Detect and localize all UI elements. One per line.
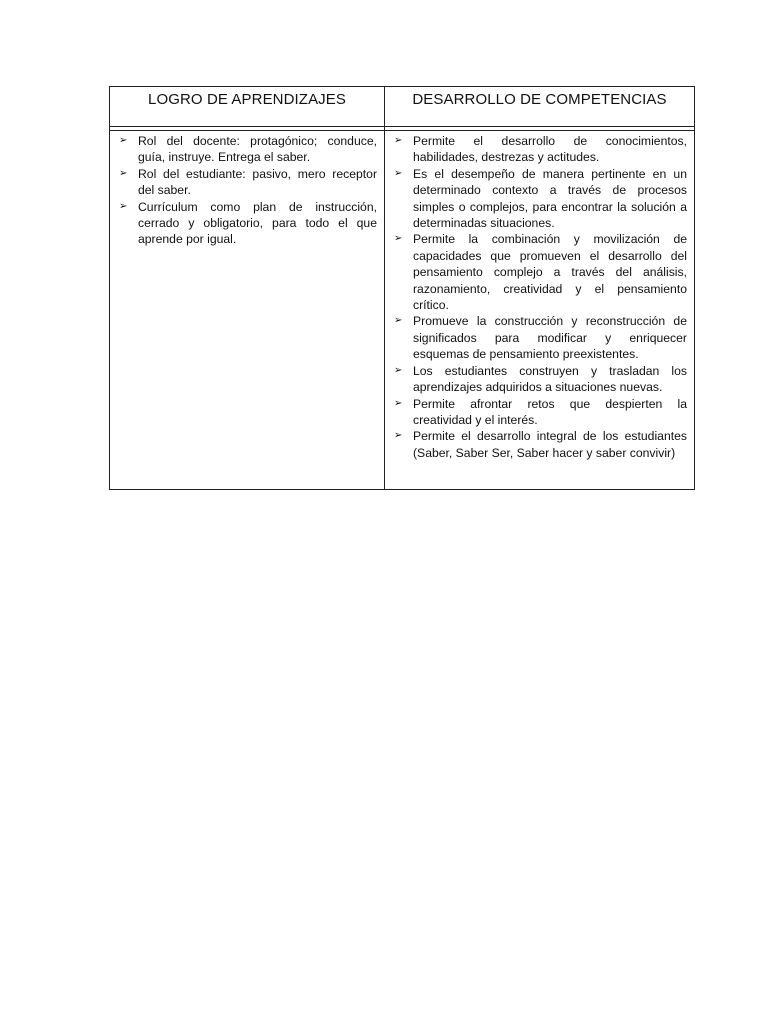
item-list — [385, 131, 694, 461]
arrow-bullet-icon: ➢ — [394, 233, 403, 245]
column-header: LOGRO DE APRENDIZAJES — [110, 87, 384, 127]
list-item-text: Los estudiantes construyen y trasladan los aprendizajes adquiridos a situaciones nuevas. — [413, 363, 687, 395]
list-item-text: Rol del docente: protagónico; conduce, guía, instruye. Entrega el saber. — [138, 134, 377, 165]
arrow-bullet-icon: ➢ — [119, 135, 128, 146]
list-item — [391, 363, 687, 396]
list-item-text: Currículum como plan de instrucción, cerrado y obligatorio, para todo el que aprende por igual. — [138, 199, 377, 247]
list-item — [391, 313, 687, 362]
list-item-text: Es el desempeño de manera pertinente en un determinado contexto a través de procesos simples o complejos, para encontrar la solución a determinadas situaciones. — [413, 166, 687, 231]
list-item-text: Promueve la construcción y reconstrucción de significados para modificar y enriquecer esquemas de pensamiento preexistentes. — [413, 314, 687, 362]
item-list — [110, 131, 384, 248]
list-item — [116, 199, 377, 248]
list-item-text: Rol del estudiante: pasivo, mero receptor del saber. — [138, 166, 377, 198]
arrow-bullet-icon: ➢ — [394, 430, 403, 442]
column-header: DESARROLLO DE COMPETENCIAS — [385, 87, 694, 127]
list-item — [391, 396, 687, 429]
arrow-bullet-icon: ➢ — [394, 364, 403, 376]
list-item-text: Permite el desarrollo de conocimientos, habilidades, destrezas y actitudes. — [413, 134, 687, 165]
comparison-table — [109, 86, 695, 490]
list-item — [391, 231, 687, 313]
list-item — [391, 428, 687, 461]
list-item — [116, 133, 377, 166]
list-item-text: Permite el desarrollo integral de los estudiantes (Saber, Saber Ser, Saber hacer y saber convivir) — [413, 429, 687, 460]
list-item-text: Permite la combinación y movilización de capacidades que promueven el desarrollo del pensamiento complejo a través del análisis, razonamiento, creatividad y el pensamiento crítico. — [413, 232, 687, 313]
list-item-text: Permite afrontar retos que despierten la creatividad y el interés. — [413, 396, 687, 427]
list-item — [116, 166, 377, 199]
arrow-bullet-icon: ➢ — [394, 315, 403, 327]
column-desarrollo-de-competencias — [384, 87, 694, 489]
arrow-bullet-icon: ➢ — [394, 167, 403, 179]
list-item — [391, 133, 687, 166]
arrow-bullet-icon: ➢ — [394, 135, 403, 146]
arrow-bullet-icon: ➢ — [119, 167, 128, 179]
column-logro-de-aprendizajes — [110, 87, 384, 489]
list-item — [391, 166, 687, 232]
arrow-bullet-icon: ➢ — [394, 397, 403, 409]
arrow-bullet-icon: ➢ — [119, 200, 128, 212]
